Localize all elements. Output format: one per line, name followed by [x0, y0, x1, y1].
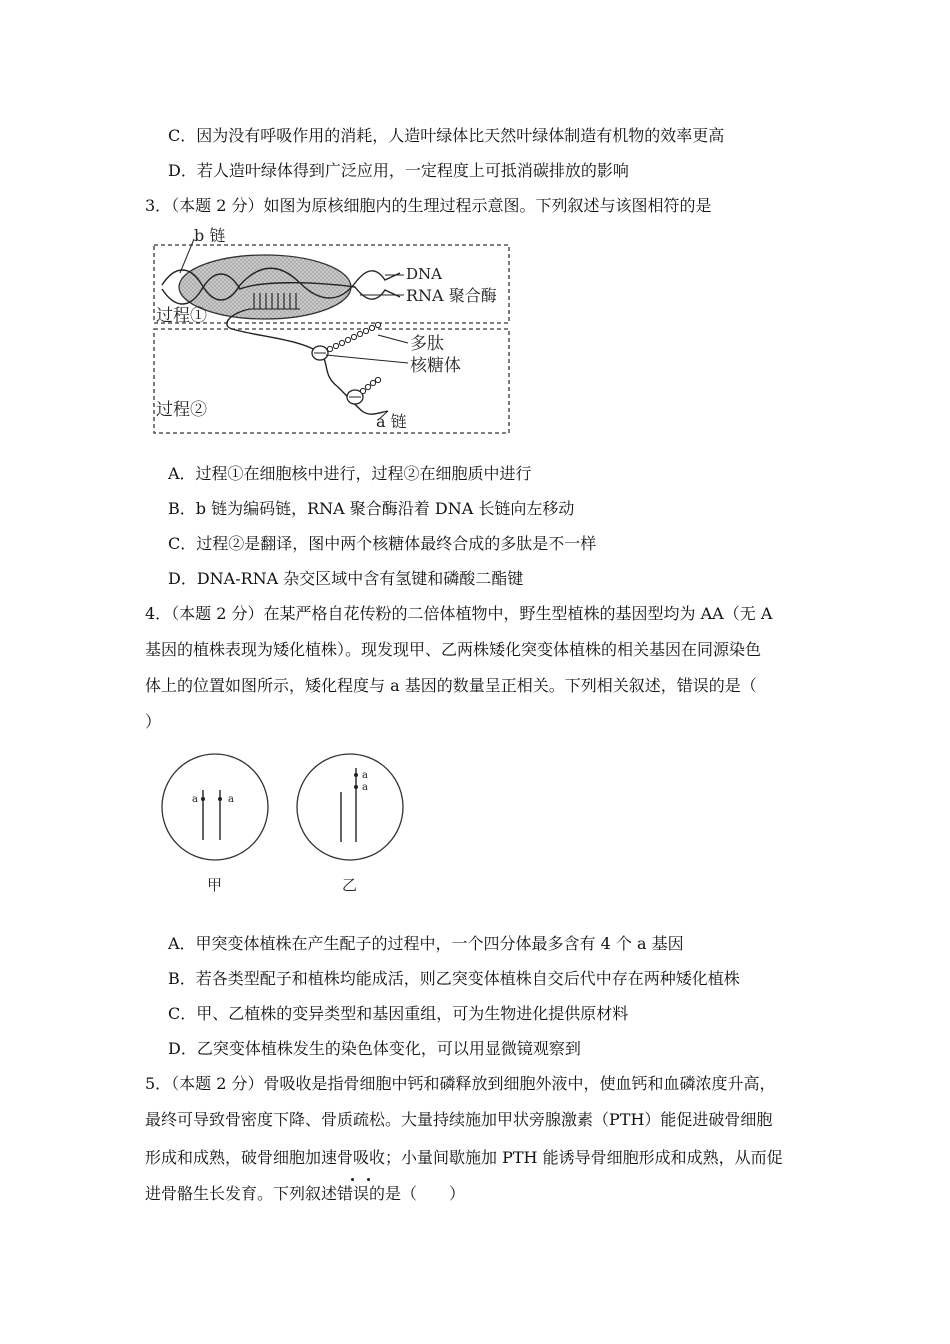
- label-dna: DNA: [406, 265, 442, 283]
- q4-stem-line-4: ）: [145, 712, 162, 731]
- cell-yi: [297, 754, 403, 860]
- q5-stem-line-3: 形成和成熟，破骨细胞加速骨吸收；小量间歇施加 PTH 能诱导骨细胞形成和成熟，从而促: [145, 1148, 783, 1167]
- yi-gene-2: a: [362, 782, 368, 793]
- q3-option-c: C．过程②是翻译，图中两个核糖体最终合成的多肽是不一样: [168, 534, 597, 553]
- jia-gene-left: a: [192, 794, 198, 805]
- mrna-a-chain: [227, 309, 388, 414]
- q4-option-a: A．甲突变体植株在产生配子的过程中，一个四分体最多含有 4 个 a 基因: [168, 934, 684, 953]
- q4-chromosome-figure: [155, 750, 415, 900]
- label-polypeptide: 多肽: [410, 334, 444, 354]
- q5-stem-line-2: 最终可导致骨密度下降、骨质疏松。大量持续施加甲状旁腺激素（PTH）能促进破骨细胞: [145, 1110, 773, 1129]
- caption-yi: 乙: [342, 876, 358, 894]
- q4-option-c: C．甲、乙植株的变异类型和基因重组，可为生物进化提供原材料: [168, 1004, 629, 1023]
- q3-option-d: D．DNA-RNA 杂交区域中含有氢键和磷酸二酯键: [168, 569, 524, 588]
- q4-option-b: B．若各类型配子和植株均能成活，则乙突变体植株自交后代中存在两种矮化植株: [168, 969, 740, 988]
- q5-stem-line-1: 5．（本题 2 分）骨吸收是指骨细胞中钙和磷释放到细胞外液中，使血钙和血磷浓度升高，: [145, 1074, 776, 1093]
- q2-option-d: D．若人造叶绿体得到广泛应用，一定程度上可抵消碳排放的影响: [168, 161, 629, 180]
- q3-stem: 3．（本题 2 分）如图为原核细胞内的生理过程示意图。下列叙述与该图相符的是: [145, 196, 712, 215]
- q3-option-b: B．b 链为编码链，RNA 聚合酶沿着 DNA 长链向左移动: [168, 499, 575, 518]
- q4-stem-line-1: 4．（本题 2 分）在某严格自花传粉的二倍体植物中，野生型植株的基因型均为 AA（无 A: [145, 604, 773, 623]
- polypeptide-1: [327, 322, 380, 351]
- jia-gene-right: a: [228, 794, 234, 805]
- q4-option-d: D．乙突变体植株发生的染色体变化，可以用显微镜观察到: [168, 1039, 581, 1058]
- q4-stem-line-2: 基因的植株表现为矮化植株）。现发现甲、乙两株矮化突变体植株的相关基因在同源染色: [145, 640, 762, 659]
- label-ribosome: 核糖体: [410, 356, 461, 376]
- q4-stem-line-3: 体上的位置如图所示，矮化程度与 a 基因的数量呈正相关。下列相关叙述，错误的是（: [145, 676, 757, 695]
- q2-option-c: C．因为没有呼吸作用的消耗，人造叶绿体比天然叶绿体制造有机物的效率更高: [168, 126, 725, 145]
- caption-jia: 甲: [207, 876, 223, 894]
- q3-option-a: A．过程①在细胞核中进行，过程②在细胞质中进行: [168, 464, 532, 483]
- emphasis-dots: [351, 1178, 371, 1182]
- q5-stem-line-4: 进骨骼生长发育。下列叙述错误的是（ ）: [145, 1184, 466, 1203]
- yi-gene-1: a: [362, 770, 368, 781]
- q3-transcription-translation-figure: [150, 225, 515, 440]
- label-process2: 过程②: [156, 400, 207, 420]
- cell-jia: [162, 754, 268, 860]
- label-rna-polymerase: RNA 聚合酶: [406, 286, 497, 305]
- label-process1: 过程①: [156, 306, 207, 326]
- polypeptide-2: [360, 377, 380, 393]
- label-a-chain: a 链: [376, 412, 407, 431]
- label-b-chain: b 链: [194, 226, 226, 245]
